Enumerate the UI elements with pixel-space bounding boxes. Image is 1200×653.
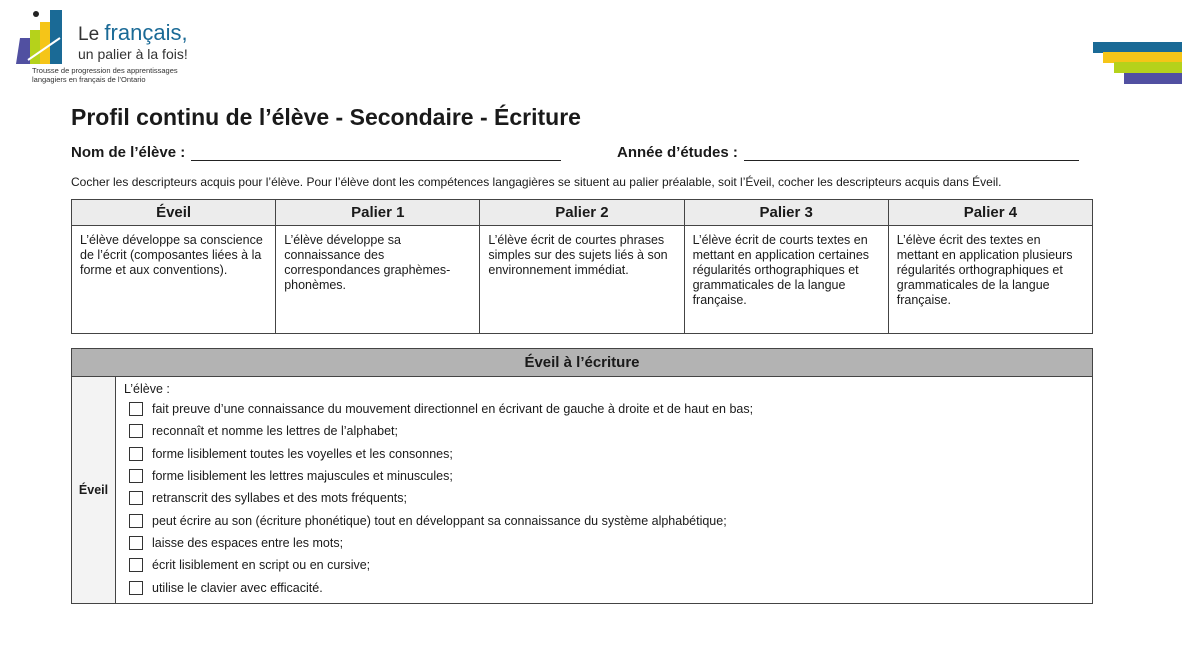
checkbox[interactable] <box>129 581 143 595</box>
level-header: Éveil <box>72 200 276 226</box>
school-year-field[interactable] <box>617 144 1079 161</box>
checklist-item[interactable] <box>124 487 1084 509</box>
checklist-item-label: peut écrire au son (écriture phonétique) tout en développant sa connaissance du système alphabétique; <box>152 513 727 528</box>
checkbox[interactable] <box>129 491 143 505</box>
checkbox[interactable] <box>129 424 143 438</box>
checklist-item-label: utilise le clavier avec efficacité. <box>152 580 323 595</box>
checklist-item[interactable] <box>124 420 1084 442</box>
checklist-item[interactable] <box>124 398 1084 420</box>
row-label: Éveil <box>72 377 116 604</box>
checklist-item[interactable] <box>124 443 1084 465</box>
student-name-line[interactable] <box>191 145 561 161</box>
checklist-item[interactable] <box>124 465 1084 487</box>
checklist-item-label: retranscrit des syllabes et des mots fréquents; <box>152 491 407 506</box>
section-title: Éveil à l’écriture <box>72 349 1093 377</box>
level-description: L’élève développe sa conscience de l’écrit (composantes liées à la forme et aux conventions). <box>72 226 276 334</box>
levels-table <box>71 199 1093 334</box>
checkbox[interactable] <box>129 447 143 461</box>
level-description: L’élève développe sa connaissance des correspondances graphèmes-phonèmes. <box>276 226 480 334</box>
level-description: L’élève écrit de courtes phrases simples sur des sujets liés à son environnement immédiat. <box>480 226 684 334</box>
checklist-item[interactable] <box>124 509 1084 531</box>
student-name-label: Nom de l’élève : <box>71 144 186 161</box>
deco-bar-purple <box>1124 73 1182 84</box>
section-table <box>71 348 1093 604</box>
checkbox[interactable] <box>129 536 143 550</box>
logo-text-main: français, <box>104 20 188 45</box>
checklist-item-label: forme lisiblement les lettres majuscules et minuscules; <box>152 469 453 484</box>
checklist-item-label: fait preuve d’une connaissance du mouvement directionnel en écrivant de gauche à droite et de haut en bas; <box>152 402 754 417</box>
level-header: Palier 4 <box>888 200 1092 226</box>
level-header: Palier 2 <box>480 200 684 226</box>
checkbox[interactable] <box>129 514 143 528</box>
checklist-item[interactable] <box>124 576 1084 598</box>
checklist-item-label: forme lisiblement toutes les voyelles et les consonnes; <box>152 446 453 461</box>
logo-subtitle: un palier à la fois! <box>78 46 188 62</box>
school-year-line[interactable] <box>744 145 1079 161</box>
level-header: Palier 1 <box>276 200 480 226</box>
logo-graphic-icon <box>16 8 78 64</box>
level-description: L’élève écrit de courts textes en mettant en application certaines régularités orthographiques et grammaticales de la langue française. <box>684 226 888 334</box>
checklist-item-label: laisse des espaces entre les mots; <box>152 535 344 550</box>
instructions: Cocher les descripteurs acquis pour l’élève. Pour l’élève dont les compétences langagières se situent au palier préalable, soit l’Éveil, cocher les descripteurs acquis dans Éveil. <box>71 175 1002 189</box>
checkbox[interactable] <box>129 558 143 572</box>
page-title: Profil continu de l’élève - Secondaire - Écriture <box>71 104 581 130</box>
school-year-label: Année d’études : <box>617 144 738 161</box>
deco-bar-green <box>1114 62 1182 73</box>
student-name-field[interactable] <box>71 144 561 161</box>
checklist-item[interactable] <box>124 532 1084 554</box>
level-header: Palier 3 <box>684 200 888 226</box>
level-description: L’élève écrit des textes en mettant en application plusieurs régularités orthographiques et grammaticales de la langue française. <box>888 226 1092 334</box>
checkbox[interactable] <box>129 402 143 416</box>
checklist-intro: L’élève : <box>124 382 170 396</box>
logo <box>16 8 216 86</box>
checklist <box>116 377 1093 604</box>
checklist-item[interactable] <box>124 554 1084 576</box>
logo-tagline: Trousse de progression des apprentissages langagiers en français de l'Ontario <box>32 66 178 84</box>
checkbox[interactable] <box>129 469 143 483</box>
checklist-item-label: écrit lisiblement en script ou en cursive; <box>152 558 371 573</box>
checklist-item-label: reconnaît et nomme les lettres de l’alphabet; <box>152 424 398 439</box>
logo-text: Le <box>78 24 100 45</box>
